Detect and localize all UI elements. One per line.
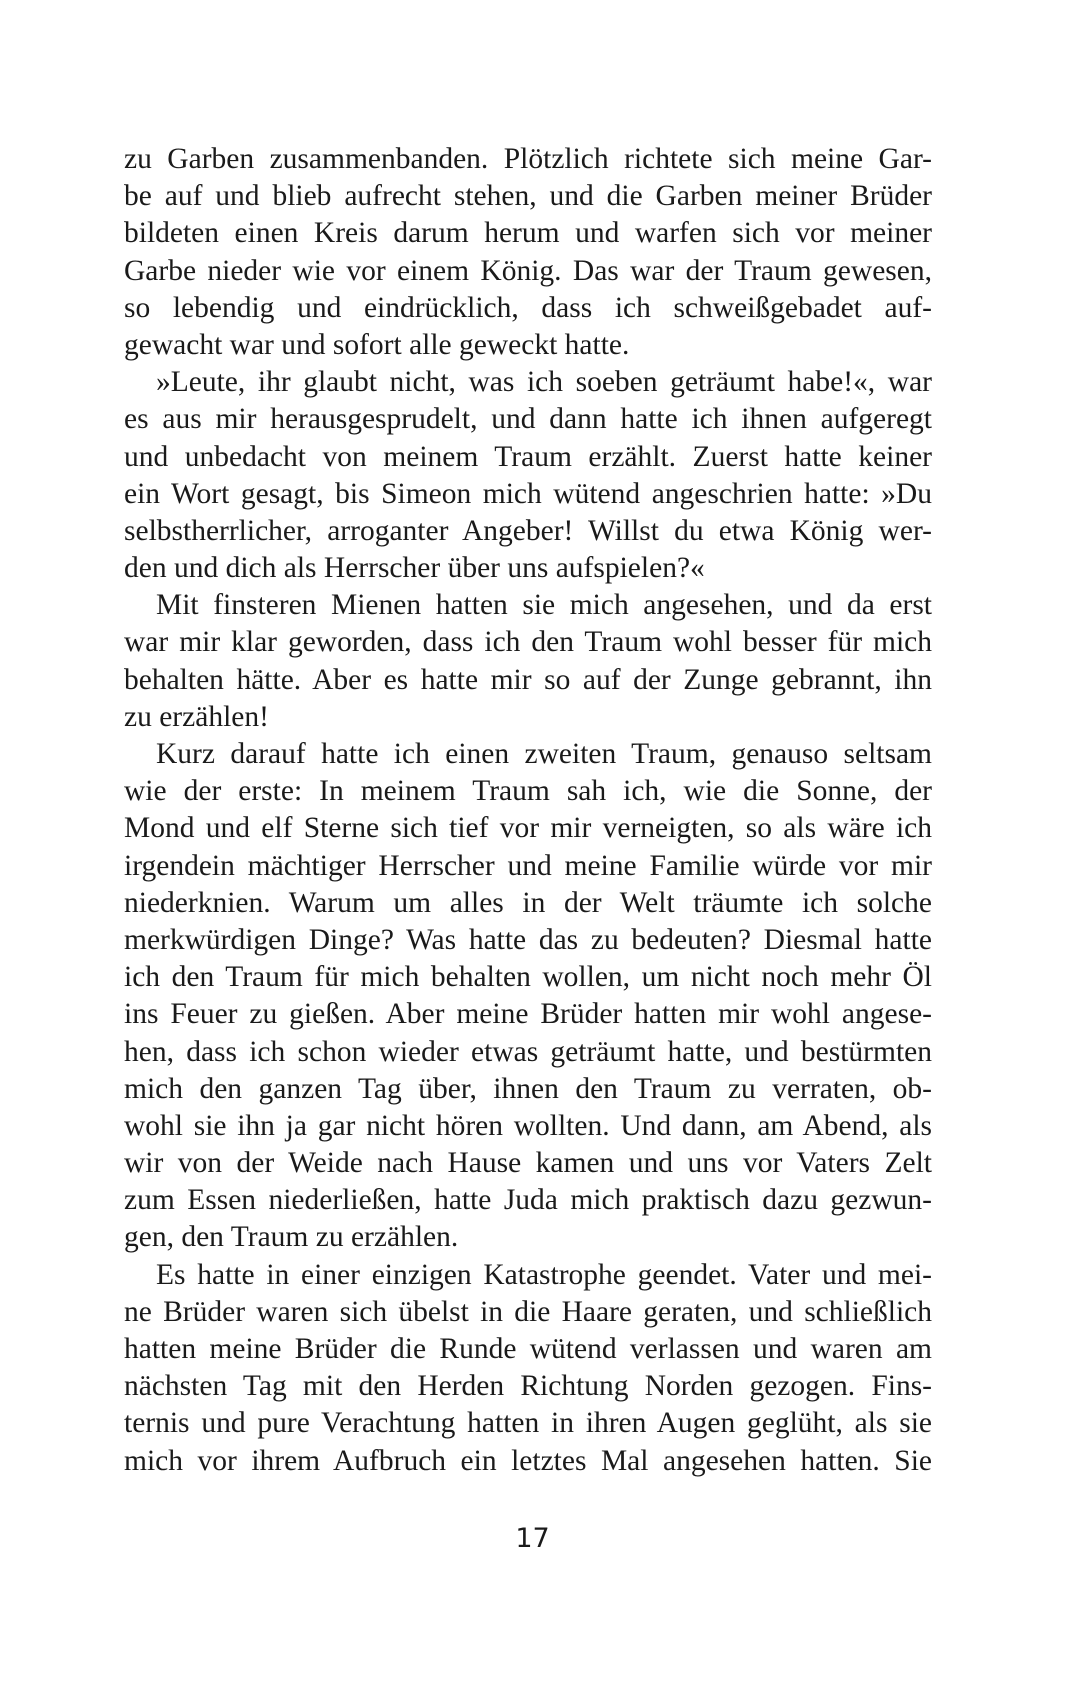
text-line: zum Essen niederließen, hatte Juda mich praktisch dazu gezwun-: [124, 1184, 932, 1217]
text-line: nächsten Tag mit den Herden Richtung Norden gezogen. Fins-: [124, 1370, 932, 1403]
text-line: Garbe nieder wie vor einem König. Das war der Traum gewesen,: [124, 254, 932, 287]
text-line: ich den Traum für mich behalten wollen, um nicht noch mehr Öl: [124, 961, 932, 994]
text-line: so lebendig und eindrücklich, dass ich schweißgebadet auf-: [124, 291, 932, 324]
text-line: mich vor ihrem Aufbruch ein letztes Mal angesehen hatten. Sie: [124, 1444, 932, 1477]
page-body: [124, 141, 932, 1480]
text-line: es aus mir herausgesprudelt, und dann hatte ich ihnen aufgeregt: [124, 403, 932, 436]
paragraph-1: [124, 141, 932, 364]
text-line: wohl sie ihn ja gar nicht hören wollten. Und dann, am Abend, als: [124, 1109, 932, 1142]
text-line: mich den ganzen Tag über, ihnen den Traum zu verraten, ob-: [124, 1072, 932, 1105]
page-number: 17: [515, 1523, 550, 1554]
paragraph-2: [124, 364, 932, 587]
text-line: Es hatte in einer einzigen Katastrophe geendet. Vater und mei-: [156, 1258, 932, 1291]
text-line: bildeten einen Kreis darum herum und warfen sich vor meiner: [124, 217, 932, 250]
text-line: selbstherrlicher, arroganter Angeber! Willst du etwa König wer-: [124, 514, 932, 547]
paragraph-4: [124, 736, 932, 1257]
paragraph-3: [124, 587, 932, 736]
text-line: Mond und elf Sterne sich tief vor mir verneigten, so als wäre ich: [124, 812, 932, 845]
text-line: gen, den Traum zu erzählen.: [124, 1221, 459, 1254]
text-line: war mir klar geworden, dass ich den Traum wohl besser für mich: [124, 626, 932, 659]
text-line: be auf und blieb aufrecht stehen, und die Garben meiner Brüder: [124, 180, 932, 213]
text-line: wie der erste: In meinem Traum sah ich, wie die Sonne, der: [124, 775, 932, 808]
text-line: den und dich als Herrscher über uns aufspielen?«: [124, 552, 705, 585]
text-line: Mit finsteren Mienen hatten sie mich angesehen, und da erst: [156, 589, 932, 622]
text-line: Kurz darauf hatte ich einen zweiten Traum, genauso seltsam: [156, 738, 932, 770]
text-line: ins Feuer zu gießen. Aber meine Brüder hatten mir wohl angese-: [124, 998, 932, 1031]
text-line: ne Brüder waren sich übelst in die Haare geraten, und schließlich: [124, 1295, 932, 1328]
paragraph-5: [124, 1257, 932, 1480]
text-line: hen, dass ich schon wieder etwas geträumt hatte, und bestürmten: [124, 1035, 932, 1068]
text-line: hatten meine Brüder die Runde wütend verlassen und waren am: [124, 1333, 932, 1365]
text-line: niederknien. Warum um alles in der Welt träumte ich solche: [124, 886, 932, 919]
text-line: zu Garben zusammenbanden. Plötzlich richtete sich meine Gar-: [124, 143, 932, 175]
text-line: merkwürdigen Dinge? Was hatte das zu bedeuten? Diesmal hatte: [124, 923, 932, 956]
text-line: »Leute, ihr glaubt nicht, was ich soeben geträumt habe!«, war: [156, 366, 932, 399]
text-line: ternis und pure Verachtung hatten in ihren Augen geglüht, als sie: [124, 1407, 932, 1440]
text-line: behalten hätte. Aber es hatte mir so auf der Zunge gebrannt, ihn: [124, 663, 932, 696]
text-line: und unbedacht von meinem Traum erzählt. Zuerst hatte keiner: [124, 440, 932, 473]
text-line: zu erzählen!: [124, 700, 269, 733]
text-line: wir von der Weide nach Hause kamen und uns vor Vaters Zelt: [124, 1147, 932, 1180]
text-line: irgendein mächtiger Herrscher und meine Familie würde vor mir: [124, 849, 932, 882]
text-line: ein Wort gesagt, bis Simeon mich wütend angeschrien hatte: »Du: [124, 477, 932, 510]
text-line: gewacht war und sofort alle geweckt hatte.: [124, 328, 630, 361]
